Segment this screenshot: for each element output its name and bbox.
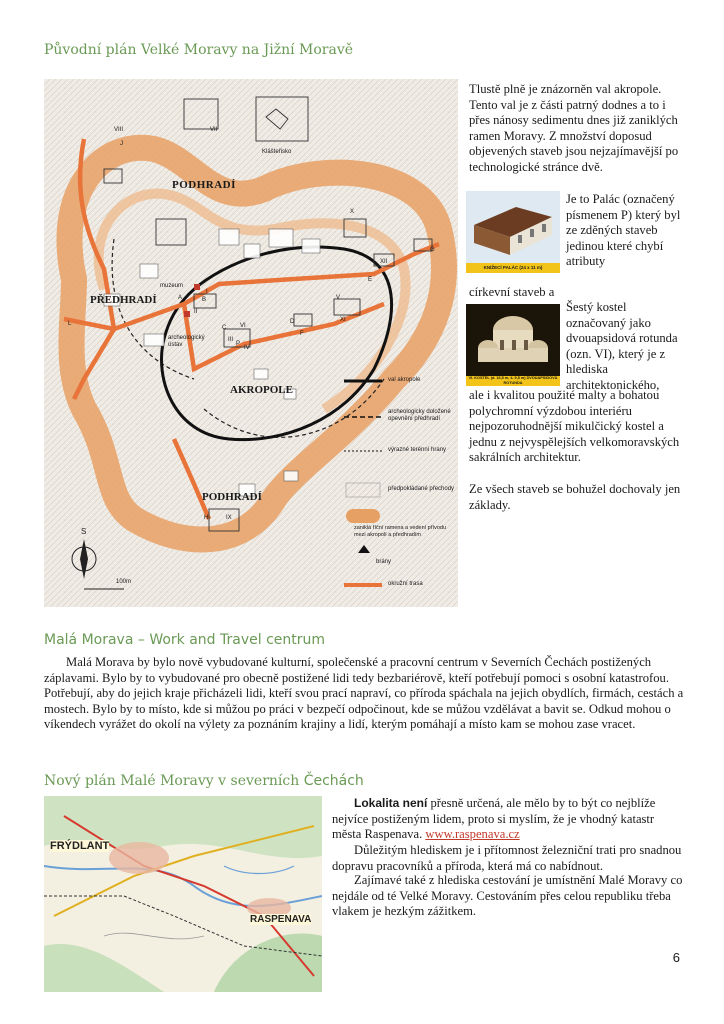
section-heading-novy-plan: Nový plán Malé Moravy v severních Čechách bbox=[44, 773, 364, 789]
map-label-muzeum: muzeum bbox=[160, 283, 184, 289]
marker-e: E bbox=[368, 277, 373, 283]
legend-prechody: předpokládané přechody bbox=[388, 486, 455, 492]
map-label-frydlant: FRÝDLANT bbox=[50, 840, 110, 852]
marker-viii: VIII bbox=[114, 127, 124, 133]
marker-b: B bbox=[202, 297, 207, 303]
legend-okruzni-trasa: okružní trasa bbox=[388, 581, 423, 587]
paragraph-zeleznice: Důležitým hlediskem je i přítomnost železniční trati pro snadnou dopravu pracovníků a příroda, která má co nabídnout. bbox=[332, 843, 682, 873]
marker-g: G bbox=[430, 247, 435, 253]
palace-caption: KNÍŽECÍ PALÁC (24 x 11 m) bbox=[466, 263, 560, 273]
legend-opevneni: archeologicky doložené opevnění předhradí bbox=[388, 409, 451, 422]
section-heading-mala-morava: Malá Morava – Work and Travel centrum bbox=[44, 632, 326, 648]
marker-x: X bbox=[350, 209, 355, 215]
paragraph-val-akropole: Tlustě plně je znázorněn val akropole. Tento val je z části patrný dodnes a to i přes nánosy sedimentu dnes již zaniklých ramen Moravy. Z množství doposud objevených staveb jsou nejzajímavější po technologické stránce dvě. bbox=[469, 82, 679, 174]
paragraph-sesty-kostel: Šestý kostel označovaný jako dvouapsidová rotunda (ozn. VI), který je z hlediska architektonického, bbox=[566, 300, 678, 392]
map-label-ustav: archeologický ústav bbox=[168, 335, 205, 348]
marker-ix: IX bbox=[226, 515, 232, 521]
paragraph-cestovani: Zajímavé také z hlediska cestování je umístnění Malé Moravy co nejdále od té Velké Moravy. Cestováním přes celou republiku třeba vlakem je hezkým zážitkem. bbox=[332, 873, 683, 919]
map-label-klasterisko: Klášteřisko bbox=[262, 149, 292, 155]
map-label-akropole: AKROPOLE bbox=[230, 384, 293, 396]
marker-iii: III bbox=[228, 337, 234, 343]
map-label-predhradi: PŘEDHRADÍ bbox=[90, 294, 157, 306]
marker-i: I bbox=[206, 289, 208, 295]
map-label-raspenava: RASPENAVA bbox=[250, 914, 312, 925]
rotunda-photo bbox=[466, 304, 560, 386]
section-heading-velka-morava: Původní plán Velké Moravy na Jižní Moravě bbox=[44, 42, 354, 58]
marker-l: L bbox=[68, 321, 72, 327]
paragraph-mala-morava: Malá Morava by bylo nově vybudované kulturní, společenské a pracovní centrum v Severních Čechách postižených záplavami. Bylo by to vybudované pro obecně postižené lidi tedy bezbariérově, kteří potřebují pomoci s osobní katastrofou. Potřebují, aby do jejich kraje přicházeli lidi, kteří svou prací napraví, co příroda spáchala na jejich obydlích, firmách, cestách a mostech. Bylo by to místo, kde si můžou po práci v bezpečí odpočinout, kde se můžou vzdělávat a bavit se. Odkud mohou o víkendech vyrážet do okolí na výlety za poznáním krajiny a lidí, kterým pomáhají a místo kam se mohou zase vracet. bbox=[44, 655, 684, 732]
marker-j: J bbox=[120, 141, 123, 147]
raspenava-map bbox=[44, 796, 322, 992]
marker-ii: II bbox=[194, 309, 198, 315]
page-number: 6 bbox=[672, 950, 680, 965]
marker-f: F bbox=[300, 331, 304, 337]
map-label-podhradi-bottom: PODHRADÍ bbox=[202, 491, 262, 503]
marker-xi: XI bbox=[340, 317, 346, 323]
scale-label: 100m bbox=[116, 579, 132, 585]
marker-h: H bbox=[204, 515, 209, 521]
legend-hrany: výrazné terénní hrany bbox=[388, 447, 447, 453]
paragraph-lokalita: Lokalita není přesně určená, ale mělo by to být co nejblíže nejvíce postiženým lidem, proto si myslím, že je vhodný katastr města Raspenava. www.raspenava.cz bbox=[332, 796, 656, 842]
paragraph-palac: Je to Palác (označený písmenem P) který byl ze zděných staveb jedinou které chybí atributy bbox=[566, 192, 681, 269]
raspenava-link[interactable]: www.raspenava.cz bbox=[425, 827, 520, 842]
legend-ramena: zaniklá říční ramena a vedení přívodu mezi akropolí a předhradím bbox=[354, 525, 447, 538]
marker-a: A bbox=[178, 295, 183, 301]
marker-d: D bbox=[290, 319, 295, 325]
marker-vi: VI bbox=[240, 323, 246, 329]
marker-iv: IV bbox=[244, 345, 250, 351]
palace-photo bbox=[466, 191, 560, 273]
marker-vii: VII bbox=[210, 127, 218, 133]
marker-c: C bbox=[222, 325, 227, 331]
map-label-podhradi-top: PODHRADÍ bbox=[172, 179, 236, 191]
rotunda-caption: VI. KOSTEL (d. 16,5 m, š. 9,5 m) DVOUAPSIDOVÁ ROTUNDA bbox=[466, 376, 560, 386]
north-label: S bbox=[81, 527, 87, 536]
marker-v: V bbox=[336, 295, 341, 301]
paragraph-malta: ale i kvalitou použité malty a bohatou polychromní výzdobou interiéru nejpozoruhodnější mikulčický kostel a jednu z nejvyspělejších velkomoravských sakrálních architektur. bbox=[469, 388, 680, 465]
marker-xii: XII bbox=[380, 259, 388, 265]
velka-morava-plan-map bbox=[44, 79, 458, 607]
marker-p: P bbox=[236, 341, 241, 347]
paragraph-zaklady: Ze všech staveb se bohužel dochovaly jen základy. bbox=[469, 482, 681, 512]
legend-brany: brány bbox=[376, 559, 392, 565]
legend-val-akropole: val akropole bbox=[388, 377, 421, 383]
paragraph-cirkevni: církevní staveb a bbox=[469, 285, 555, 299]
